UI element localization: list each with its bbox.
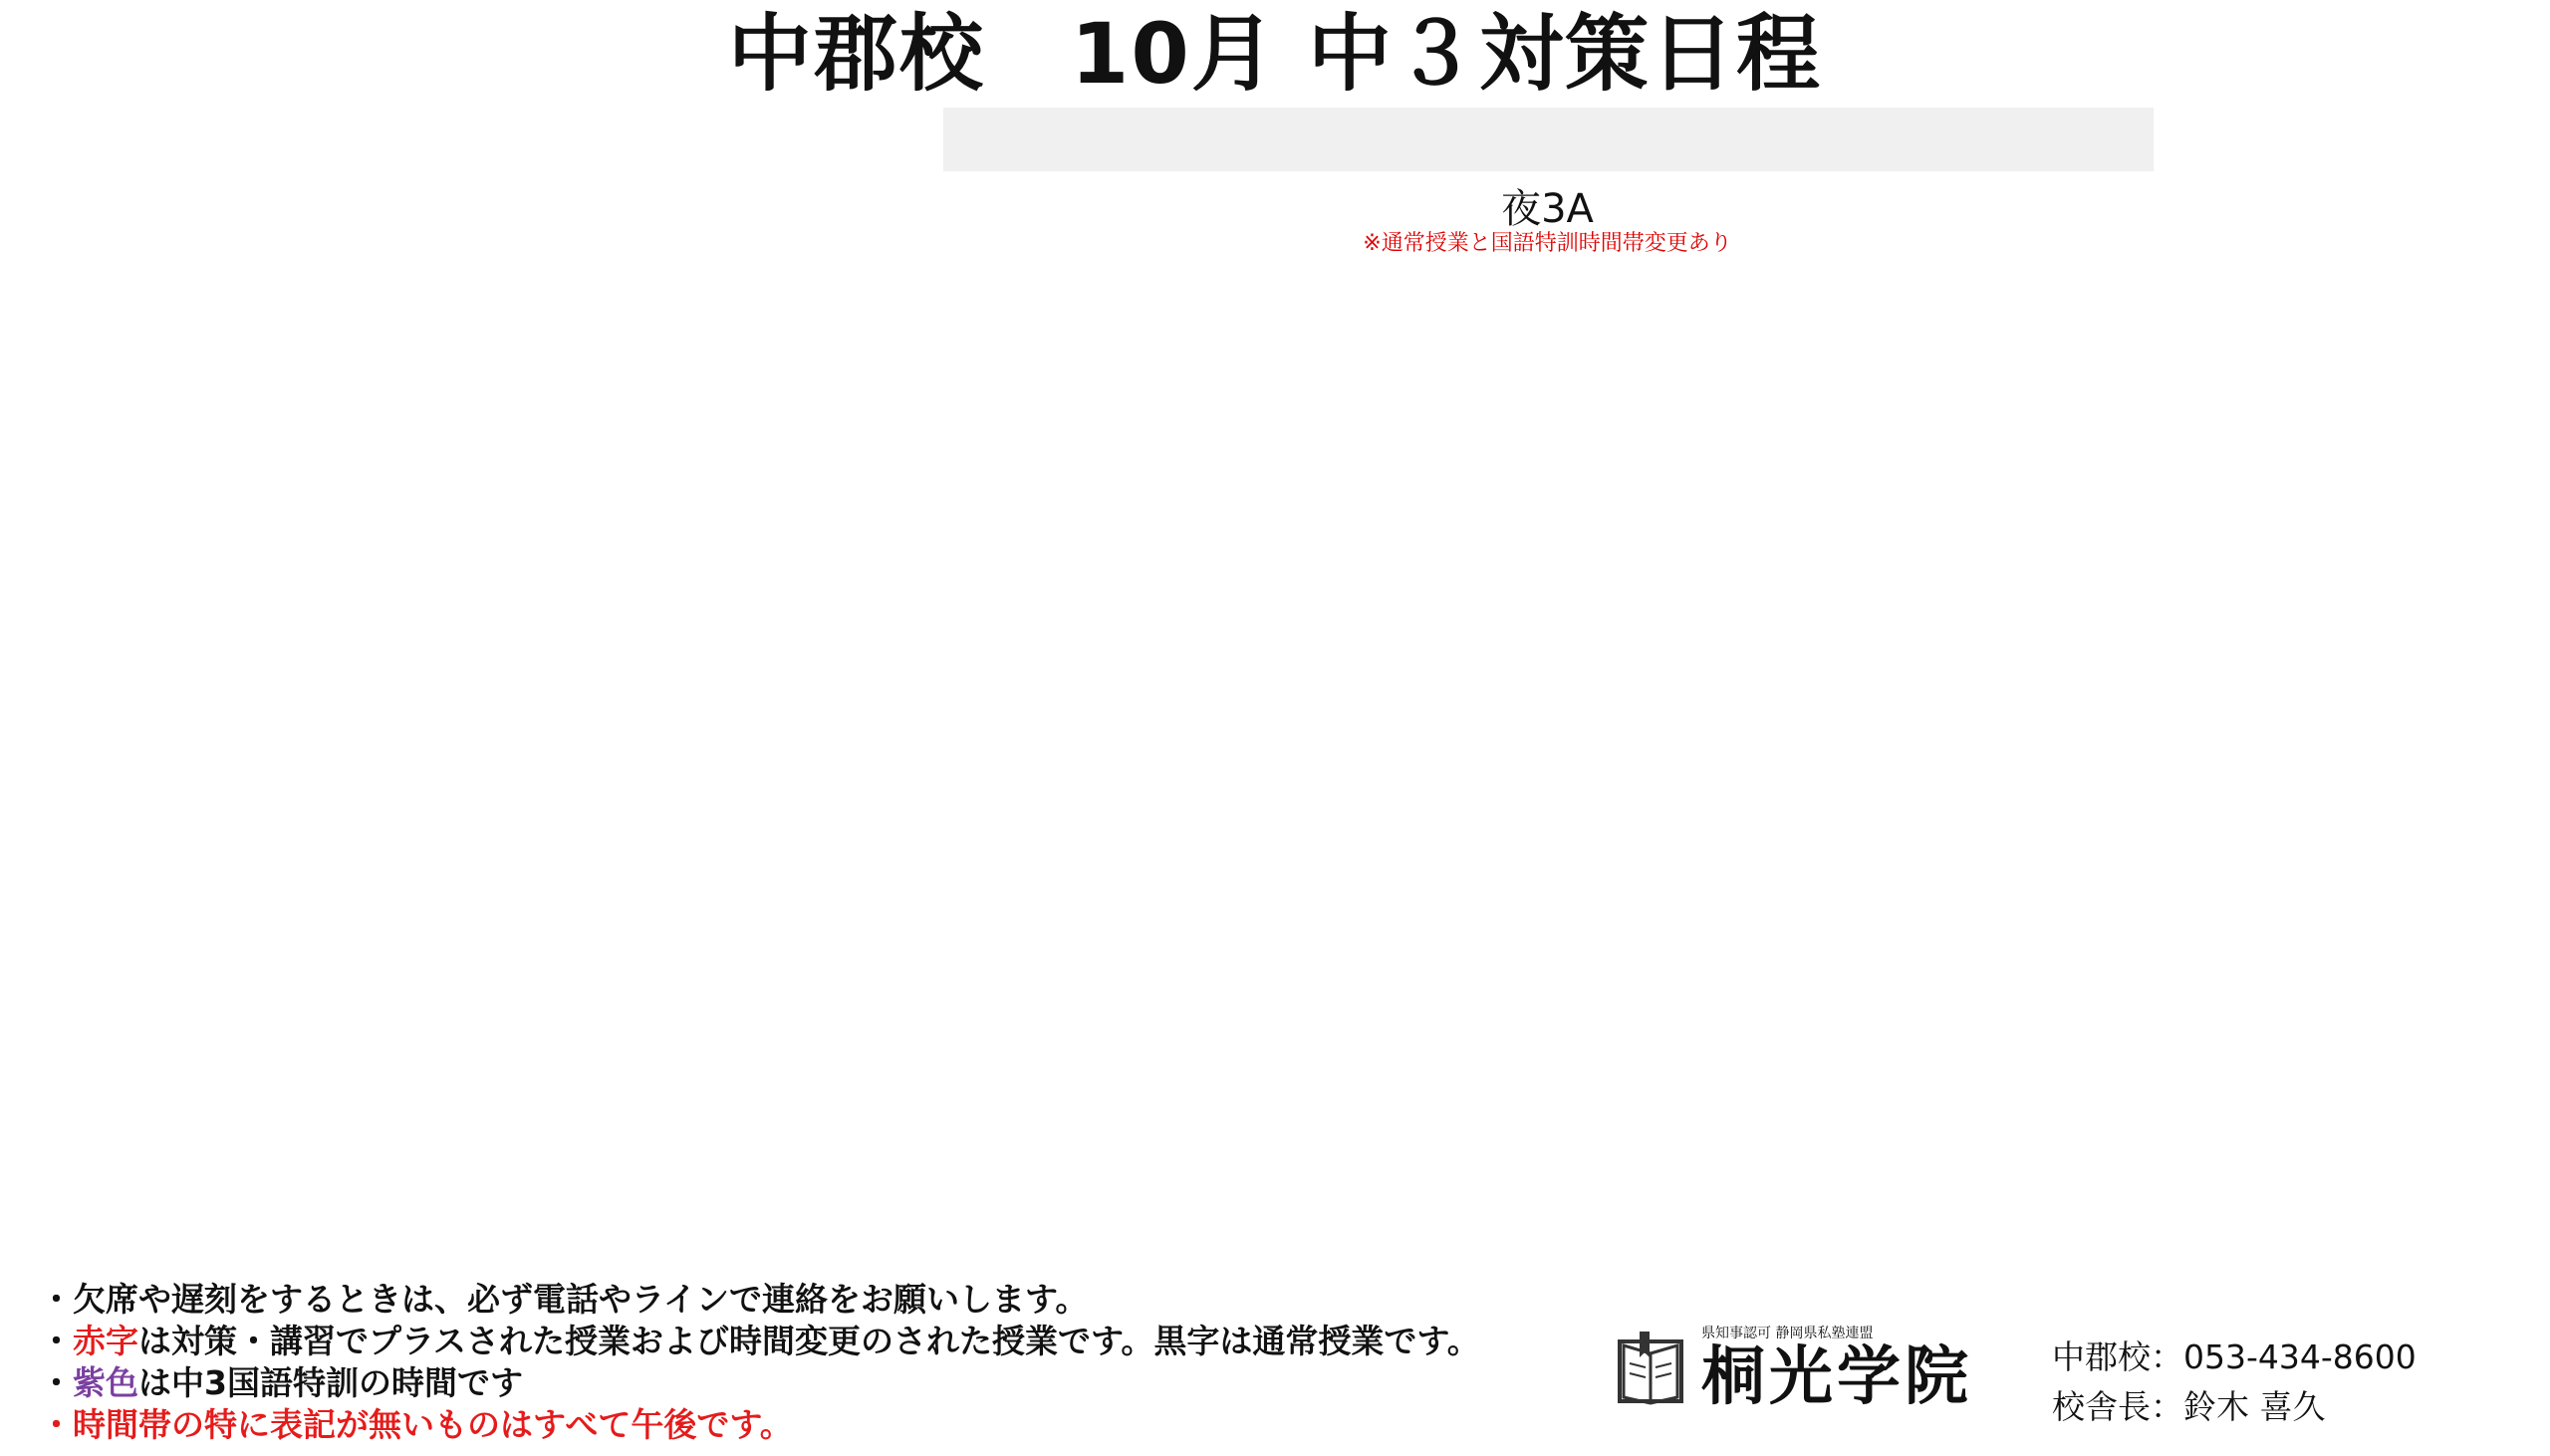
schedule-table xyxy=(37,108,2519,1275)
header-yoru3a xyxy=(1346,171,1749,273)
date-cell xyxy=(37,277,172,311)
header-kaihou xyxy=(2154,108,2324,273)
header-naka1 xyxy=(226,108,465,273)
date-cell-right xyxy=(2324,277,2482,311)
date-cell xyxy=(37,311,172,345)
header-yoru3s xyxy=(943,171,1346,273)
schedule-entry xyxy=(943,311,1749,345)
footer-notes xyxy=(40,1279,1480,1446)
header-2a xyxy=(704,108,943,273)
logo-subtitle: 県知事認可 静岡県私塾連盟 xyxy=(1701,1326,1874,1341)
principal-name: 校舎長：鈴木 喜久 xyxy=(2052,1387,2326,1426)
date-cell-right xyxy=(2324,311,2482,345)
open-hours-cell xyxy=(2154,311,2324,345)
weekday-cell-right xyxy=(2482,311,2519,345)
weekday-cell xyxy=(172,311,226,345)
footer-note-1: ・欠席や遅刻をするときは、必ず電話やラインで連絡をお願いします。 xyxy=(40,1280,1089,1319)
weekday-cell-right xyxy=(2482,277,2519,311)
school-logo xyxy=(1616,1325,1972,1412)
contact-info xyxy=(2052,1333,2417,1432)
logo-name: 桐光学院 xyxy=(1701,1340,1972,1414)
page-title: 中郡校 10月 中３対策日程 xyxy=(727,5,1823,103)
purple-keyword: 紫色 xyxy=(73,1363,138,1402)
header-2s xyxy=(465,108,704,273)
weekday-cell xyxy=(172,277,226,311)
open-hours-cell xyxy=(2154,277,2324,311)
footer-note-4: ・時間帯の特に表記が無いものはすべて午後です。 xyxy=(40,1405,793,1444)
red-keyword: 赤字 xyxy=(73,1322,138,1360)
footer-note-3: ・紫色は中3国語特訓の時間です xyxy=(40,1363,523,1402)
book-logo-icon xyxy=(1616,1328,1685,1409)
header-yugata3s xyxy=(943,108,1548,171)
schedule-entry xyxy=(704,311,943,345)
phone-number: 中郡校：053-434-8600 xyxy=(2052,1337,2417,1376)
header-yoru3a-label: 夜3A xyxy=(1501,186,1594,232)
header-yoru3b xyxy=(1749,171,2154,273)
header-yugata3a xyxy=(1548,108,2154,171)
footer-note-2: ・赤字は対策・講習でプラスされた授業および時間変更のされた授業です。黒字は通常授業です。 xyxy=(40,1322,1480,1360)
header-yoru3a-note: ※通常授業と国語特訓時間帯変更あり xyxy=(1363,231,1732,256)
